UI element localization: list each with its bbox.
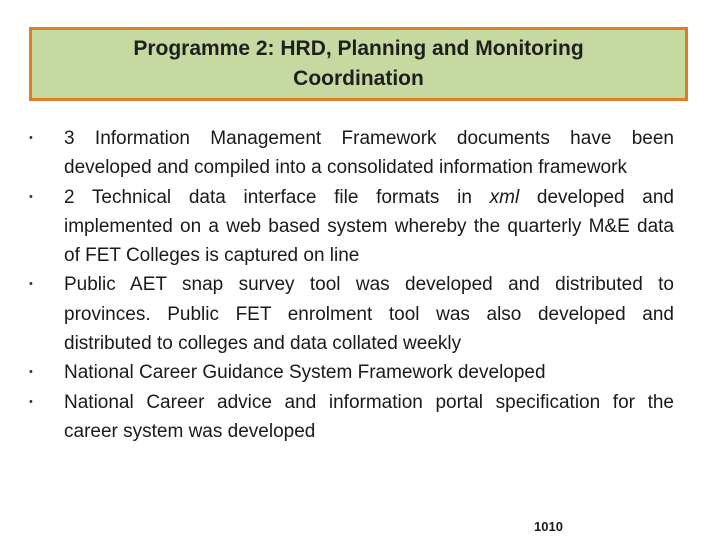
slide-title: Programme 2: HRD, Planning and Monitoring Coordination: [133, 37, 584, 90]
bullet-dot-icon: •: [29, 278, 33, 291]
bullet-dot-icon: •: [29, 132, 33, 144]
bullet-text: Public AET snap survey tool was developed and distributed to provinces. Public FET enrolment tool was also developed and distributed to colleges and data collated weekly: [64, 274, 674, 355]
bullet-item: [24, 270, 674, 358]
bullet-text: National Career Guidance System Framework developed: [64, 362, 546, 384]
bullet-dot-icon: •: [29, 190, 33, 203]
bullet-dot-icon: •: [29, 366, 33, 379]
bullet-list: [24, 124, 674, 446]
bullet-item: [24, 358, 674, 387]
bullet-item: [24, 183, 674, 271]
bullet-text-italic: xml: [489, 186, 520, 208]
bullet-item: [24, 388, 674, 447]
bullet-text: 2 Technical data interface file formats in: [64, 186, 490, 208]
title-banner: [29, 27, 688, 101]
bullet-item: [24, 124, 674, 183]
bullet-dot-icon: •: [29, 395, 33, 408]
bullet-text: 3 Information Management Framework documents have been developed and compiled into a consolidated information framework: [64, 128, 674, 179]
bullet-text: National Career advice and information portal specification for the career system was developed: [64, 391, 674, 442]
page-number: 1010: [534, 519, 563, 534]
bullet-text-continued: developed and implemented on a web based system whereby the quarterly M&E data of FET Colleges is captured on line: [64, 186, 674, 267]
